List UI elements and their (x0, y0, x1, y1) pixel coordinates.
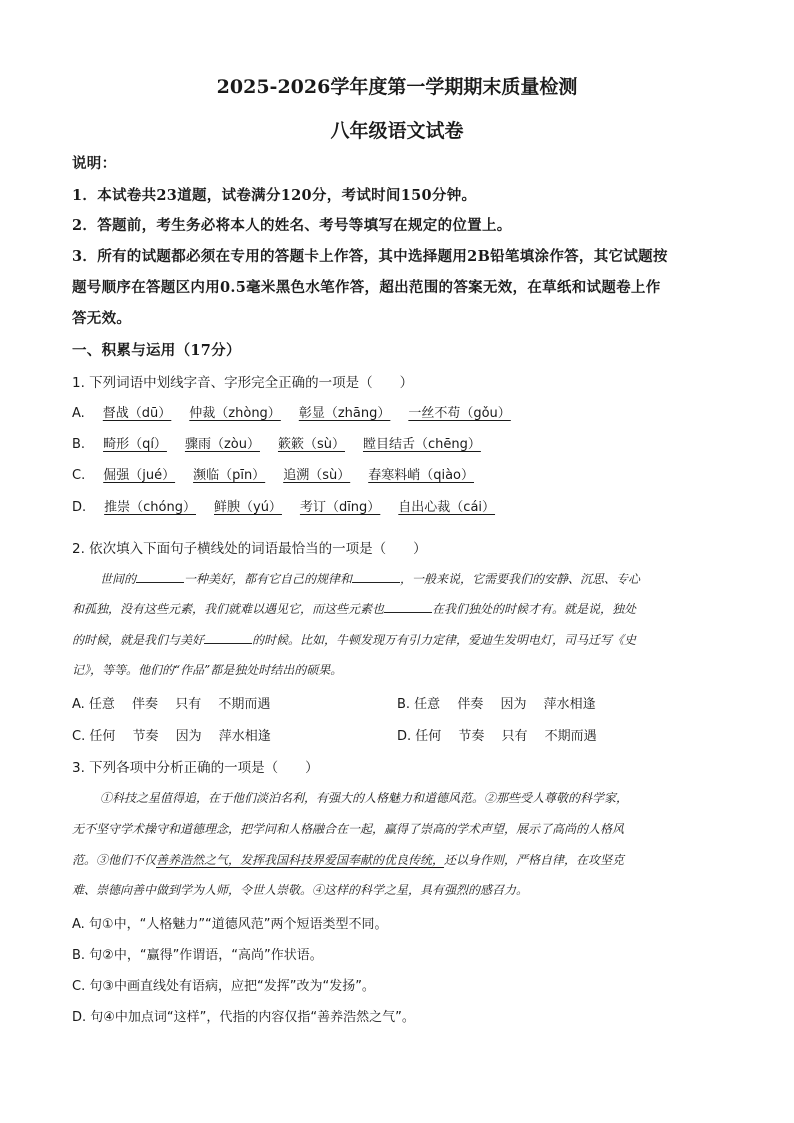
option-word: 春寒料峭（qiào） (368, 468, 474, 483)
passage-text: 一种美好，都有它自己的规律和 (184, 572, 353, 586)
option-word: 骤雨（zòu） (184, 437, 260, 452)
fill-blank (136, 572, 184, 583)
option-word: 倔强（jué） (103, 468, 176, 483)
question-1-option-c (72, 464, 492, 483)
passage-text: 和孤独，没有这些元素，我们就难以遇见它，而这些元素也 (72, 602, 385, 616)
passage-text: 还以身作则，严格自律，在攻坚克 (444, 853, 625, 867)
option-word: 推崇（chóng） (104, 500, 196, 515)
question-1-option-b (72, 433, 499, 452)
question-1-option-d (72, 496, 513, 515)
option-word: 濒临（pīn） (193, 468, 266, 483)
section-heading: 一、积累与运用（17分） (72, 342, 241, 359)
question-2-option-a: A. 任意 伴奏 只有 不期而遇 (72, 697, 271, 712)
question-1-option-a (72, 402, 529, 421)
option-word: 彰显（zhāng） (298, 406, 391, 421)
passage-text: 世间的 (100, 572, 137, 586)
passage-text: ，一般来说，它需要我们的安静、沉思、专心 (400, 572, 641, 586)
question-3-passage-line: ①科技之星值得追，在于他们淡泊名利，有强大的人格魅力和道德风范。②那些受人尊敬的科学家， (100, 791, 629, 805)
option-word: 瞠目结舌（chēng） (362, 437, 481, 452)
passage-text: 在我们独处的时候才有。就是说，独处 (432, 602, 637, 616)
fill-blank (204, 633, 252, 644)
question-2-option-b: B. 任意 伴奏 因为 萍水相逢 (397, 697, 596, 712)
question-2-stem: 2. 依次填入下面句子横线处的词语最恰当的一项是（ ） (72, 541, 427, 557)
option-word: 仲裁（zhòng） (189, 406, 281, 421)
option-word: 督战（dū） (102, 406, 172, 421)
note-3-line-1: 3．所有的试题都必须在专用的答题卡上作答，其中选择题用2B铅笔填涂作答，其它试题按 (72, 248, 668, 265)
question-3-passage-line: 无不坚守学术操守和道德理念，把学问和人格融合在一起，赢得了崇高的学术声望，展示了高尚的人格风 (72, 822, 625, 836)
question-2-option-d: D. 任何 节奏 只有 不期而遇 (397, 729, 597, 744)
question-3-option-b: B. 句②中，“赢得”作谓语，“高尚”作状语。 (72, 948, 323, 963)
note-2: 2．答题前，考生务必将本人的姓名、考号等填写在规定的位置上。 (72, 217, 512, 234)
note-3-line-3: 答无效。 (72, 310, 132, 327)
passage-text: 的时候，就是我们与美好 (72, 633, 205, 647)
question-3-option-a: A. 句①中，“人格魅力”“道德风范”两个短语类型不同。 (72, 917, 388, 932)
option-word: 一丝不苟（gǒu） (408, 406, 511, 421)
option-letter: D. (72, 500, 87, 515)
question-2-passage-line (100, 570, 752, 587)
fill-blank (352, 572, 400, 583)
notes-heading: 说明： (72, 155, 117, 172)
option-word: 鲜腴（yú） (214, 500, 282, 515)
option-word: 簌簌（sù） (277, 437, 345, 452)
exam-title: 2025-2026学年度第一学期期末质量检测 (216, 76, 578, 98)
question-3-passage-line: 难、崇德向善中做到学为人师，令世人崇敬。④这样的科学之星，具有强烈的感召力。 (72, 883, 529, 897)
question-3-passage-line (72, 851, 724, 868)
exam-subtitle: 八年级语文试卷 (330, 120, 464, 142)
note-3-line-2: 题号顺序在答题区内用0.5毫米黑色水笔作答，超出范围的答案无效，在草纸和试题卷上作 (72, 279, 661, 296)
question-2-passage-line (72, 631, 724, 648)
option-word: 追溯（sù） (283, 468, 351, 483)
passage-text: 的时候。比如，牛顿发现万有引力定律，爱迪生发明电灯，司马迁写《史 (252, 633, 637, 647)
passage-text: 范。③他们不仅 (72, 853, 157, 867)
question-3-option-d: D. 句④中加点词“这样”，代指的内容仅指“善养浩然之气”。 (72, 1010, 415, 1025)
fill-blank (384, 602, 432, 613)
question-1-stem: 1. 下列词语中划线字音、字形完全正确的一项是（ ） (72, 375, 414, 391)
question-2-passage-line: 记》，等等。他们的“作品”都是独处时结出的硕果。 (72, 663, 343, 677)
option-word: 自出心裁（cái） (398, 500, 496, 515)
option-letter: A. (72, 406, 85, 421)
option-word: 考订（dīng） (299, 500, 381, 515)
question-2-passage-line (72, 600, 724, 617)
question-3-option-c: C. 句③中画直线处有语病，应把“发挥”改为“发扬”。 (72, 979, 375, 994)
underlined-sentence: 善养浩然之气，发挥我国科技界爱国奉献的优良传统， (156, 853, 445, 867)
note-1: 1．本试卷共23道题，试卷满分120分，考试时间150分钟。 (72, 187, 477, 204)
option-letter: C. (72, 468, 86, 483)
question-3-stem: 3. 下列各项中分析正确的一项是（ ） (72, 760, 319, 776)
option-word: 畸形（qí） (103, 437, 167, 452)
option-letter: B. (72, 437, 86, 452)
question-2-option-c: C. 任何 节奏 因为 萍水相逢 (72, 729, 271, 744)
